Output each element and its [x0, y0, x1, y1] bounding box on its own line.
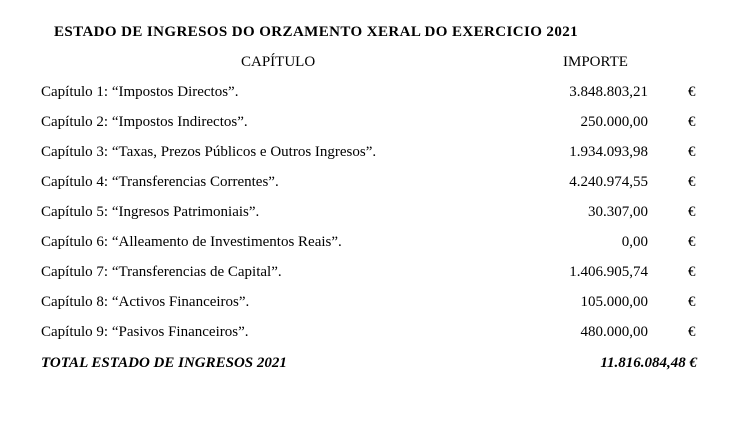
chapter-label: Capítulo 8: “Activos Financeiros”.: [41, 294, 250, 310]
chapter-amount: 1.406.905,74: [569, 264, 648, 280]
chapter-label: Capítulo 1: “Impostos Directos”.: [41, 84, 239, 100]
chapter-row: [0, 174, 756, 204]
document-title: ESTADO DE INGRESOS DO ORZAMENTO XERAL DO EXERCICIO 2021: [54, 24, 579, 40]
chapter-row: [0, 204, 756, 234]
chapter-row: [0, 234, 756, 264]
chapter-amount: 105.000,00: [580, 294, 648, 310]
currency-symbol: €: [688, 324, 696, 340]
chapter-row: [0, 84, 756, 114]
currency-symbol: €: [688, 174, 696, 190]
chapter-amount: 3.848.803,21: [569, 84, 648, 100]
chapter-amount: 480.000,00: [580, 324, 648, 340]
currency-symbol: €: [688, 264, 696, 280]
chapter-label: Capítulo 9: “Pasivos Financeiros”.: [41, 324, 249, 340]
currency-symbol: €: [688, 294, 696, 310]
chapter-label: Capítulo 7: “Transferencias de Capital”.: [41, 264, 282, 280]
currency-symbol: €: [688, 204, 696, 220]
total-row: [0, 355, 756, 379]
chapter-row: [0, 144, 756, 174]
chapter-row: [0, 324, 756, 354]
chapter-amount: 0,00: [621, 234, 648, 250]
chapter-row: [0, 114, 756, 144]
total-amount: 11.816.084,48 €: [600, 355, 697, 371]
chapter-amount: 30.307,00: [588, 204, 648, 220]
chapter-label: Capítulo 3: “Taxas, Prezos Públicos e Outros Ingresos”.: [41, 144, 377, 160]
chapter-label: Capítulo 2: “Impostos Indirectos”.: [41, 114, 248, 130]
chapter-label: Capítulo 4: “Transferencias Correntes”.: [41, 174, 279, 190]
currency-symbol: €: [688, 144, 696, 160]
currency-symbol: €: [688, 114, 696, 130]
currency-symbol: €: [688, 84, 696, 100]
chapter-row: [0, 264, 756, 294]
chapter-amount: 1.934.093,98: [569, 144, 648, 160]
chapter-label: Capítulo 6: “Alleamento de Investimentos Reais”.: [41, 234, 342, 250]
chapter-row: [0, 294, 756, 324]
chapter-rows: [0, 84, 756, 354]
column-header-capitulo: CAPÍTULO: [241, 54, 316, 70]
chapter-amount: 250.000,00: [580, 114, 648, 130]
column-header-importe: IMPORTE: [563, 54, 628, 70]
currency-symbol: €: [688, 234, 696, 250]
chapter-label: Capítulo 5: “Ingresos Patrimoniais”.: [41, 204, 260, 220]
chapter-amount: 4.240.974,55: [569, 174, 648, 190]
total-label: TOTAL ESTADO DE INGRESOS 2021: [41, 355, 287, 371]
